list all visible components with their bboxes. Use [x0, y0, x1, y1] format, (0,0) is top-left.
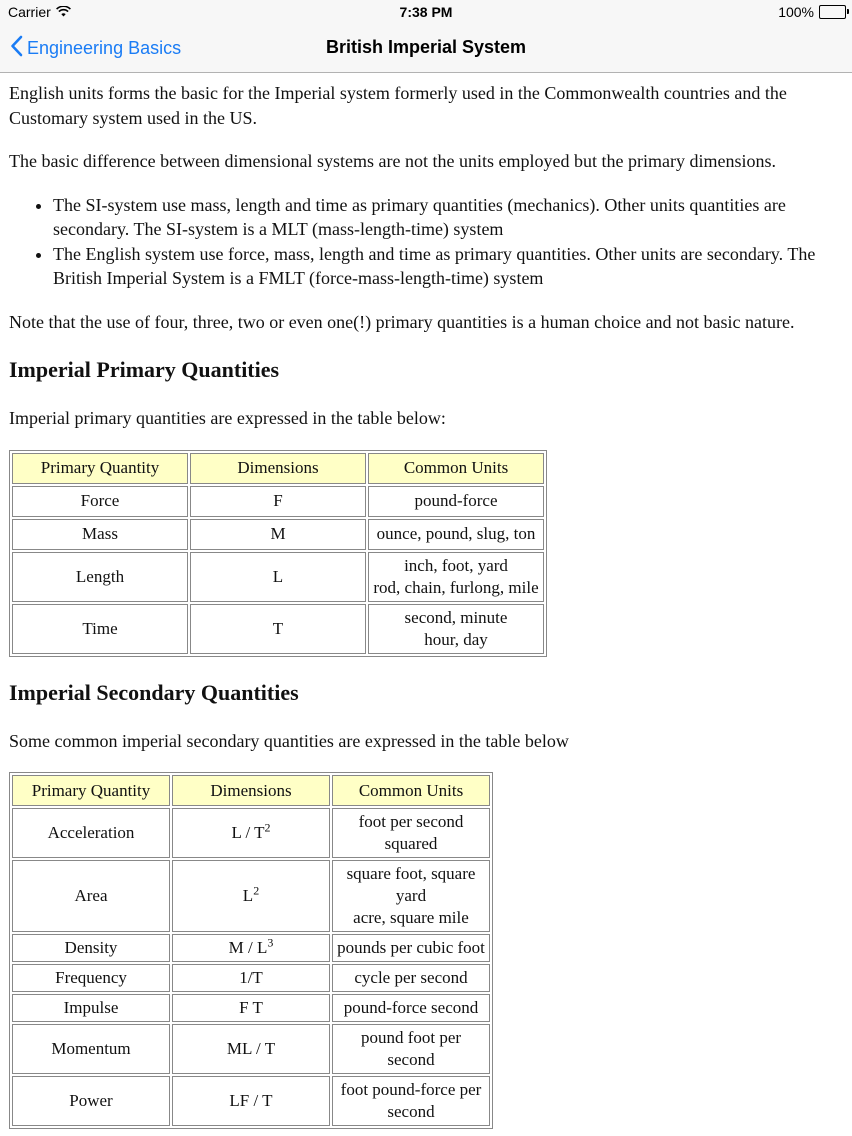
dimension-cell: ML / T [172, 1024, 330, 1074]
bullet-list [9, 193, 843, 291]
units-cell: foot pound-force per second [332, 1076, 490, 1126]
units-cell: ounce, pound, slug, ton [368, 519, 544, 550]
table-row [12, 1024, 490, 1074]
carrier-label: Carrier [8, 4, 51, 20]
quantity-cell: Frequency [12, 964, 170, 992]
table-row [12, 552, 544, 602]
table-header-row [12, 453, 544, 484]
quantity-cell: Area [12, 860, 170, 932]
dimension-cell: 1/T [172, 964, 330, 992]
back-button-label: Engineering Basics [27, 38, 182, 58]
primary-heading: Imperial Primary Quantities [9, 357, 280, 382]
table-row [12, 994, 490, 1022]
intro-paragraph-2: The basic difference between dimensional systems are not the units employed but the primary dimensions. [9, 151, 776, 171]
primary-quantities-table [9, 450, 547, 657]
dimension-cell: F [190, 486, 366, 517]
table-row [12, 964, 490, 992]
status-bar-right [778, 4, 846, 20]
dimension-cell: M [190, 519, 366, 550]
list-item: • The English system use force, mass, length and time as primary quantities. Other units are secondary. The British Imperial System is a FMLT (force-mass-length-time) system [53, 242, 843, 291]
table-header-row [12, 775, 490, 806]
quantity-cell: Impulse [12, 994, 170, 1022]
quantity-cell: Time [12, 604, 188, 654]
column-header: Common Units [368, 453, 544, 484]
units-cell: inch, foot, yard rod, chain, furlong, mile [368, 552, 544, 602]
dimension-cell: M / $L^3$ [172, 934, 330, 962]
quantity-cell: Length [12, 552, 188, 602]
page-title: British Imperial System [325, 37, 527, 57]
table-row [12, 519, 544, 550]
units-cell: pound foot per second [332, 1024, 490, 1074]
table-row [12, 604, 544, 654]
table-row [12, 808, 490, 858]
quantity-cell: Power [12, 1076, 170, 1126]
secondary-caption: Some common imperial secondary quantities are expressed in the table below [9, 730, 569, 751]
status-bar-time: 7:38 PM [399, 4, 453, 20]
navigation-bar [0, 26, 852, 73]
units-cell: pound-force second [332, 994, 490, 1022]
column-header: Common Units [332, 775, 490, 806]
units-cell: pound-force [368, 486, 544, 517]
units-cell: foot per second squared [332, 808, 490, 858]
column-header: Primary Quantity [12, 453, 188, 484]
intro-paragraph-3: Note that the use of four, three, two or even one(!) primary quantities is a human choice and not basic nature. [9, 311, 795, 332]
column-header: Dimensions [190, 453, 366, 484]
status-bar [0, 0, 852, 26]
dimension-cell: L / $T^2$ [172, 808, 330, 858]
table-row [12, 486, 544, 517]
article-content[interactable] [0, 73, 852, 1136]
dimension-cell: F T [172, 994, 330, 1022]
list-item: • The SI-system use mass, length and time as primary quantities (mechanics). Other units quantities are secondary. The SI-system is a MLT (mass-length-time) system [53, 193, 843, 242]
units-cell: second, minute hour, day [368, 604, 544, 654]
dimension-cell: LF / T [172, 1076, 330, 1126]
battery-icon [819, 5, 846, 19]
dimension-cell: $L^2$ [172, 860, 330, 932]
primary-caption: Imperial primary quantities are expressed in the table below: [9, 408, 446, 428]
table-row [12, 934, 490, 962]
dimension-cell: L [190, 552, 366, 602]
table-row [12, 1076, 490, 1126]
column-header: Dimensions [172, 775, 330, 806]
battery-percent: 100% [778, 4, 814, 20]
dimension-cell: T [190, 604, 366, 654]
secondary-quantities-table [9, 772, 493, 1129]
quantity-cell: Density [12, 934, 170, 962]
quantity-cell: Mass [12, 519, 188, 550]
intro-paragraph-1: English units forms the basic for the Imperial system formerly used in the Commonwealth countries and the Customary system used in the US. [9, 83, 787, 128]
secondary-heading: Imperial Secondary Quantities [9, 679, 299, 705]
quantity-cell: Momentum [12, 1024, 170, 1074]
table-row [12, 860, 490, 932]
quantity-cell: Force [12, 486, 188, 517]
quantity-cell: Acceleration [12, 808, 170, 858]
units-cell: pounds per cubic foot [332, 934, 490, 962]
units-cell: cycle per second [332, 964, 490, 992]
units-cell: square foot, square yard acre, square mile [332, 860, 490, 932]
column-header: Primary Quantity [12, 775, 170, 806]
